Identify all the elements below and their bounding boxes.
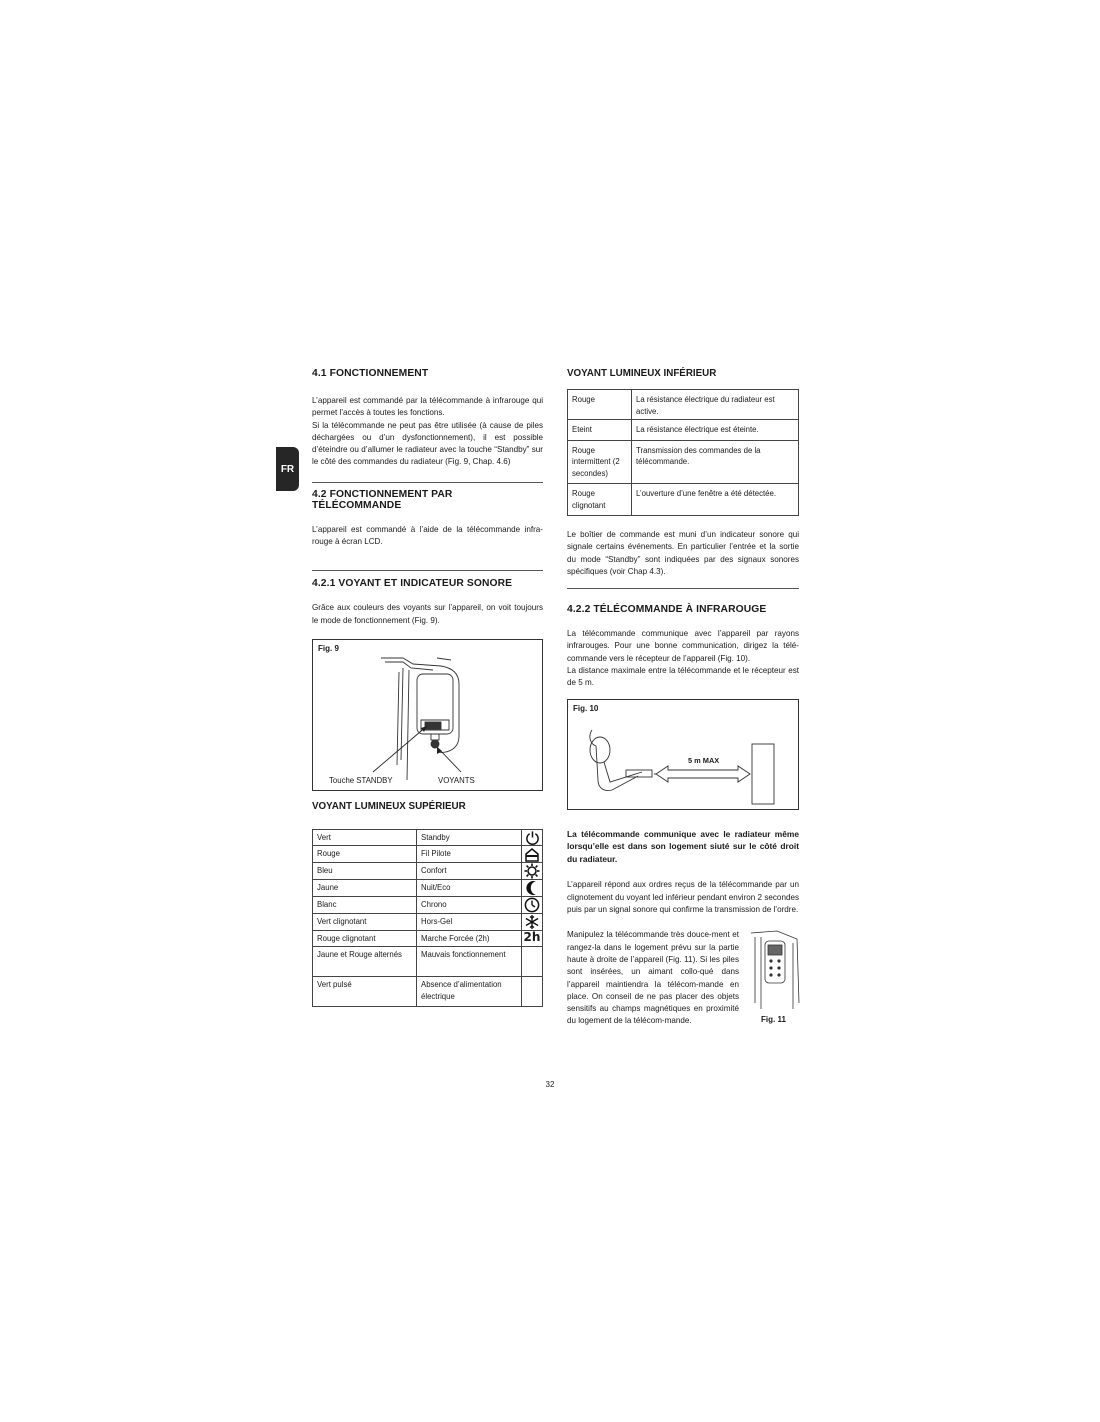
light-description-cell: Transmission des commandes de la télécommande. xyxy=(632,440,799,484)
light-description-cell: L’ouverture d’une fenêtre a été détectée. xyxy=(632,484,799,516)
table-row xyxy=(313,930,543,947)
moon-icon xyxy=(522,879,543,896)
figure-9 xyxy=(312,639,543,791)
mode-cell: Hors-Gel xyxy=(417,913,522,930)
light-color-cell: Rouge clignotant xyxy=(313,930,417,947)
table-row xyxy=(568,440,799,484)
storage-block xyxy=(567,929,799,1041)
light-description-cell: La résistance électrique est éteinte. xyxy=(632,420,799,441)
power-icon xyxy=(522,829,543,846)
distance-label: 5 m MAX xyxy=(688,755,720,765)
section-4-2-2-title: 4.2.2 TÉLÉCOMMANDE À INFRAROUGE xyxy=(567,604,767,616)
empty-icon-cell xyxy=(522,947,543,977)
standby-pointer xyxy=(373,726,427,772)
snowflake-icon xyxy=(522,913,543,930)
mode-cell: Standby xyxy=(417,829,522,846)
left-column xyxy=(312,362,543,1007)
two-hours-icon: 2h xyxy=(523,930,541,945)
light-color-cell: Jaune xyxy=(313,879,417,896)
table-row xyxy=(313,913,543,930)
section-4-2-2-paragraph-2: La distance maximale entre la télécommande et le récepteur est de 5 m. xyxy=(567,666,799,688)
light-state-cell: Rouge clignotant xyxy=(568,484,632,516)
figure-11-label: Fig. 11 xyxy=(761,1015,786,1025)
mode-cell: Confort xyxy=(417,862,522,879)
mode-cell: Absence d’alimentation électrique xyxy=(417,977,522,1007)
table-row xyxy=(568,420,799,441)
sun-icon xyxy=(522,862,543,879)
divider xyxy=(312,570,543,571)
light-color-cell: Blanc xyxy=(313,896,417,913)
bold-note-paragraph: La télécommande communique avec le radiateur même lorsqu’elle est dans son logement siuté sur le côté droit du radiateur. xyxy=(567,828,799,864)
section-4-1-title: 4.1 FONCTIONNEMENT xyxy=(312,368,429,379)
upper-light-title: VOYANT LUMINEUX SUPÉRIEUR xyxy=(312,800,466,812)
remote-holder-illustration xyxy=(747,923,805,1013)
sound-indicator-paragraph: Le boîtier de commande est muni d’un indicateur sonore qui signale certains événements. En particulier l’entrée et la sortie du mode “Standby” sont indiquées par des signaux sonores spécifiques (voir Chap 4.3). xyxy=(567,530,799,576)
2h-icon xyxy=(522,930,543,947)
light-state-cell: Eteint xyxy=(568,420,632,441)
light-color-cell: Jaune et Rouge alternés xyxy=(313,947,417,977)
remote-distance-illustration xyxy=(568,700,798,809)
table-row xyxy=(313,977,543,1007)
section-4-1-paragraph-2: Si la télécommande ne peut pas être utilisée (à cause de piles déchargées ou d’un dysfonctionnement), il est possible d’éteindre ou d’allumer le radiateur avec la touche “Standby” sur le côté des commandes du radiateur (Fig. 9, Chap. 4.6) xyxy=(312,420,543,467)
table-row xyxy=(313,947,543,977)
mode-cell: Nuit/Eco xyxy=(417,879,522,896)
light-description-cell: La résistance électrique du radiateur est active. xyxy=(632,390,799,420)
section-4-2-1-title: 4.2.1 VOYANT ET INDICATEUR SONORE xyxy=(312,578,513,590)
light-state-cell: Rouge intermittent (2 secondes) xyxy=(568,440,632,484)
response-paragraph: L’appareil répond aux ordres reçus de la télécommande par un clignotement du voyant led inférieur pendant environ 2 secondes puis par un signal sonore qui confirme la transmission de l’ordre. xyxy=(567,880,799,915)
mode-cell: Fil Pilote xyxy=(417,846,522,863)
divider xyxy=(312,482,543,483)
radiator-control-illustration xyxy=(313,640,542,790)
empty-icon-cell xyxy=(522,977,543,1007)
table-row xyxy=(568,390,799,420)
table-row xyxy=(313,879,543,896)
storage-paragraph: Manipulez la télécommande très douce-ment et rangez-la dans le logement prévu sur la partie haute à droite de l’appareil (Fig. 11). Si les piles sont insérées, un aimant collo-qué dans l’appareil maintiendra la télécom-mande en place. On conseil de ne pas placer des objets sensitifs au champs magnétiques en proximité du logement de la télécom-mande. xyxy=(567,930,739,1026)
light-color-cell: Vert clignotant xyxy=(313,913,417,930)
distance-arrow xyxy=(656,766,750,782)
page-number: 32 xyxy=(545,1080,555,1089)
light-color-cell: Rouge xyxy=(313,846,417,863)
light-state-cell: Rouge xyxy=(568,390,632,420)
section-4-1-paragraph-1: L’appareil est commandé par la télécommande à infrarouge qui permet l’accès à toutes les fonctions. xyxy=(312,396,543,418)
light-color-cell: Bleu xyxy=(313,862,417,879)
table-row xyxy=(568,484,799,516)
light-color-cell: Vert pulsé xyxy=(313,977,417,1007)
upper-light-table xyxy=(312,829,543,1008)
figure-10 xyxy=(567,699,799,810)
mode-cell: Chrono xyxy=(417,896,522,913)
table-row xyxy=(313,846,543,863)
table-row xyxy=(313,829,543,846)
language-tab: FR xyxy=(276,447,299,491)
mode-cell: Mauvais fonctionnement xyxy=(417,947,522,977)
section-4-2-1-paragraph: Grâce aux couleurs des voyants sur l’appareil, on voit toujours le mode de fonctionnement (Fig. 9). xyxy=(312,603,543,625)
table-row xyxy=(313,896,543,913)
mode-cell: Marche Forcée (2h) xyxy=(417,930,522,947)
standby-key-label: Touche STANDBY xyxy=(329,775,393,785)
figure-10-label: Fig. 10 xyxy=(573,703,599,713)
lower-light-title: VOYANT LUMINEUX INFÉRIEUR xyxy=(567,368,717,379)
clock-icon xyxy=(522,896,543,913)
lower-light-table xyxy=(567,389,799,516)
house-icon xyxy=(522,846,543,863)
section-4-2-paragraph: L’appareil est commandé à l’aide de la télécommande infra-rouge à écran LCD. xyxy=(312,524,543,547)
figure-9-label: Fig. 9 xyxy=(318,643,339,653)
section-4-2-title: 4.2 FONCTIONNEMENT PAR TÉLÉCOMMANDE xyxy=(312,488,453,511)
voyants-label: VOYANTS xyxy=(438,775,475,785)
divider xyxy=(567,588,799,589)
table-row xyxy=(313,862,543,879)
right-column xyxy=(567,362,799,1041)
section-4-2-2-paragraph-1: La télécommande communique avec l’appareil par rayons infrarouges. Pour une bonne communication, dirigez la télé-commande vers le récepteur de l’appareil (Fig. 10). xyxy=(567,629,799,663)
light-color-cell: Vert xyxy=(313,829,417,846)
